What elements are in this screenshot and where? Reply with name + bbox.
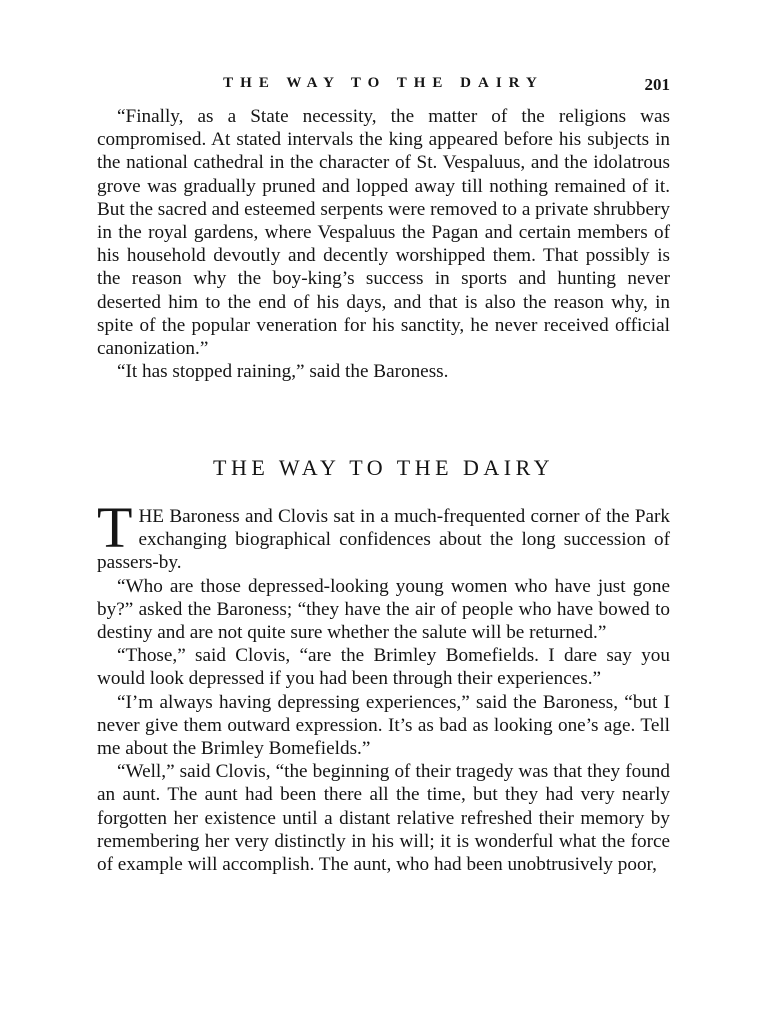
opening-paragraph bbox=[97, 495, 670, 575]
paragraph: “Who are those depressed-looking young women who have just gone by?” asked the Baroness; “they have the air of people who have bowed to destiny and are not quite sure whether the salute will be returned.” bbox=[97, 575, 670, 644]
opening-paragraph-text: HE Baroness and Clovis sat in a much-frequented corner of the Park exchanging biographical confidences about the long succession of passers-by. bbox=[97, 506, 670, 574]
paragraph: “Well,” said Clovis, “the beginning of their tragedy was that they found an aunt. The aunt had been there all the time, but they had very nearly forgotten her existence until a distant relative refreshed their memory by remembering her very distinctly in his will; it is wonderful what the force of example will accomplish. The aunt, who had been unobtrusively poor, bbox=[97, 761, 670, 876]
story-title: THE WAY TO THE DAIRY bbox=[213, 455, 554, 480]
previous-story-ending bbox=[97, 105, 670, 383]
paragraph: “I’m always having depressing experiences,” said the Baroness, “but I never give them outward expression. It’s as bad as looking one’s age. Tell me about the Brimley Bomefields.” bbox=[97, 691, 670, 760]
paragraph: “Those,” said Clovis, “are the Brimley Bomefields. I dare say you would look depressed if you had been through their experiences.” bbox=[97, 645, 670, 690]
story-body bbox=[97, 495, 670, 876]
page-number: 201 bbox=[644, 75, 670, 94]
paragraph: “It has stopped raining,” said the Baroness. bbox=[117, 361, 449, 383]
drop-cap: T bbox=[97, 495, 133, 560]
paragraph: “Finally, as a State necessity, the matter of the religions was compromised. At stated intervals the king appeared before his subjects in the national cathedral in the character of St. Vespaluus, and the idolatrous grove was gradually pruned and lopped away till nothing remained of it. But the sacred and esteemed serpents were removed to a private shrubbery in the royal gardens, where Vespaluus the Pagan and certain members of his household devoutly and decently worshipped them. That possibly is the reason why the boy-king’s success in sports and hunting never deserted him to the end of his days, and that is also the reason why, in spite of the popular veneration for his sanctity, he never received official canonization.” bbox=[97, 106, 670, 360]
running-header bbox=[97, 75, 670, 101]
running-title: THE WAY TO THE DAIRY bbox=[223, 75, 544, 91]
